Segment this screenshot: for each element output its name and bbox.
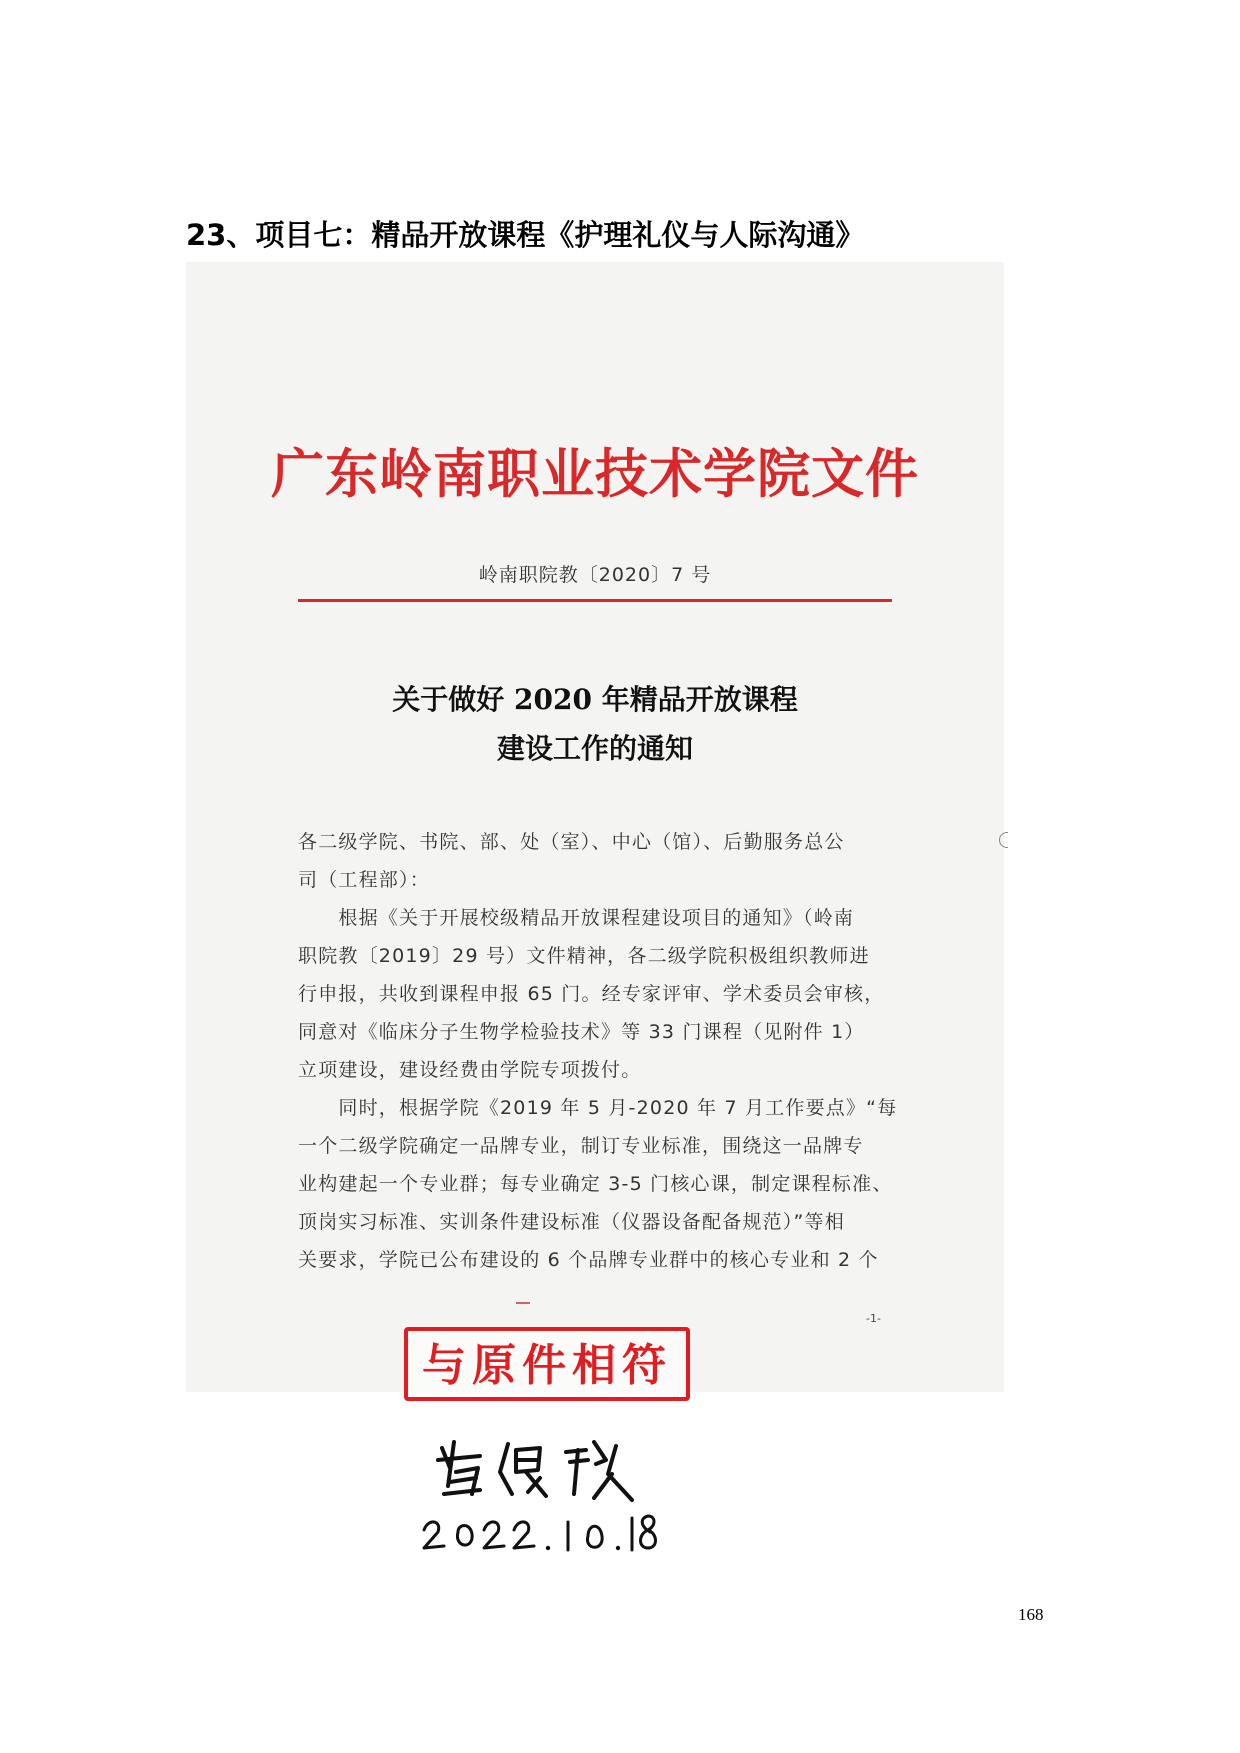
body-line: 立项建设，建设经费由学院专项拨付。	[298, 1059, 642, 1081]
scan-page-marker: -1-	[866, 1312, 881, 1325]
red-divider	[298, 599, 892, 602]
document-number: 岭南职院教〔2020〕7 号	[478, 564, 712, 586]
document-title-line-1: 关于做好 2020 年精品开放课程	[392, 683, 798, 716]
scan-edge-mark	[999, 832, 1008, 848]
section-heading: 23、项目七：精品开放课程《护理礼仪与人际沟通》	[186, 218, 865, 252]
stamp-graphic	[408, 1331, 686, 1397]
document-title-line-2: 建设工作的通知	[496, 732, 693, 765]
certified-copy-stamp	[404, 1327, 690, 1401]
scanned-document-content	[186, 262, 1004, 1392]
stamp-text: 与原件相符	[422, 1340, 672, 1391]
body-line: 同意对《临床分子生物学检验技术》等 33 门课程（见附件 1）	[298, 1021, 865, 1043]
document-org-header: 广东岭南职业技术学院文件	[271, 443, 919, 505]
scan-speck	[516, 1302, 530, 1304]
body-line: 职院教〔2019〕29 号）文件精神，各二级学院积极组织教师进	[298, 945, 870, 967]
body-line: 一个二级学院确定一品牌专业，制订专业标准，围绕这一品牌专	[298, 1135, 864, 1157]
body-line: 业构建起一个专业群；每专业确定 3-5 门核心课，制定课程标准、	[298, 1173, 893, 1195]
scanned-document	[186, 262, 1004, 1392]
page-number: 168	[1018, 1605, 1044, 1624]
handwritten-signature	[420, 1420, 660, 1510]
handwritten-date	[418, 1500, 658, 1560]
body-line: 各二级学院、书院、部、处（室）、中心（馆）、后勤服务总公	[298, 831, 845, 853]
body-line: 行申报，共收到课程申报 65 门。经专家评审、学术委员会审核，	[298, 983, 885, 1005]
body-line: 同时，根据学院《2019 年 5 月-2020 年 7 月工作要点》“每	[298, 1097, 898, 1119]
body-line: 司（工程部）：	[298, 869, 430, 891]
body-line: 关要求，学院已公布建设的 6 个品牌专业群中的核心专业和 2 个	[298, 1249, 879, 1271]
body-line: 顶岗实习标准、实训条件建设标准（仪器设备配备规范）”等相	[298, 1211, 845, 1233]
body-line: 根据《关于开展校级精品开放课程建设项目的通知》（岭南	[298, 907, 855, 929]
